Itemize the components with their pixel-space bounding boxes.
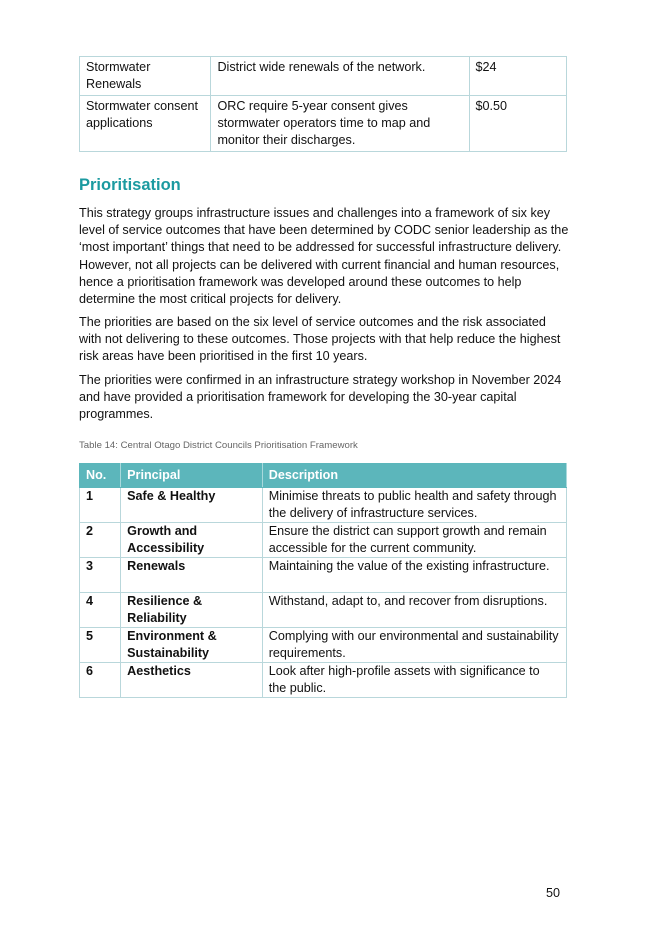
row-number: 5 [80, 628, 121, 663]
table-row [80, 488, 567, 523]
cost-cell: $0.50 [469, 96, 566, 152]
row-principal: Environment & Sustainability [121, 628, 263, 663]
row-number: 4 [80, 593, 121, 628]
row-principal: Growth and Accessibility [121, 523, 263, 558]
row-number: 3 [80, 558, 121, 593]
row-description: Withstand, adapt to, and recover from disruptions. [262, 593, 566, 628]
column-header-no: No. [80, 464, 121, 488]
row-description: Complying with our environmental and sustainability requirements. [262, 628, 566, 663]
row-number: 6 [80, 663, 121, 698]
item-cell: Stormwater Renewals [80, 57, 211, 96]
row-principal: Safe & Healthy [121, 488, 263, 523]
prioritisation-framework-table [79, 463, 567, 698]
table-row [80, 628, 567, 663]
row-description: Ensure the district can support growth and remain accessible for the current community. [262, 523, 566, 558]
body-paragraph: The priorities were confirmed in an infrastructure strategy workshop in November 2024 and have provided a prioritisation framework for developing the 30-year capital programmes. [79, 373, 562, 422]
row-number: 2 [80, 523, 121, 558]
row-principal: Aesthetics [121, 663, 263, 698]
cost-cell: $24 [469, 57, 566, 96]
row-principal: Renewals [121, 558, 263, 593]
table-row [80, 558, 567, 593]
description-cell: District wide renewals of the network. [211, 57, 469, 96]
column-header-description: Description [262, 464, 566, 488]
row-description: Minimise threats to public health and safety through the delivery of infrastructure services. [262, 488, 566, 523]
table-row [80, 96, 567, 152]
table-row [80, 663, 567, 698]
table-row [80, 523, 567, 558]
row-principal: Resilience & Reliability [121, 593, 263, 628]
page-number: 50 [546, 886, 561, 900]
body-paragraph: The priorities are based on the six level of service outcomes and the risk associated with not delivering to these outcomes. Those projects with that help reduce the highest risk areas have been prioritised in the first 10 years. [79, 315, 561, 364]
body-paragraph: This strategy groups infrastructure issues and challenges into a framework of six key level of service outcomes that have been determined by CODC senior leadership as the ‘most important’ things that need to be addressed for successful infrastructure delivery. However, not all projects can be delivered with current financial and human resources, hence a prioritisation framework was developed around these outcomes to help determine the most critical projects for delivery. [79, 206, 569, 307]
table-header-row [80, 464, 567, 488]
row-description: Maintaining the value of the existing infrastructure. [262, 558, 566, 593]
description-cell: ORC require 5-year consent gives stormwater operators time to map and monitor their discharges. [211, 96, 469, 152]
row-description: Look after high-profile assets with significance to the public. [262, 663, 566, 698]
row-number: 1 [80, 488, 121, 523]
table-caption: Table 14: Central Otago District Councils Prioritisation Framework [79, 440, 358, 451]
table-row [80, 593, 567, 628]
section-heading: Prioritisation [79, 176, 181, 194]
column-header-principal: Principal [121, 464, 263, 488]
item-cell: Stormwater consent applications [80, 96, 211, 152]
stormwater-costs-table [79, 56, 567, 152]
table-row [80, 57, 567, 96]
